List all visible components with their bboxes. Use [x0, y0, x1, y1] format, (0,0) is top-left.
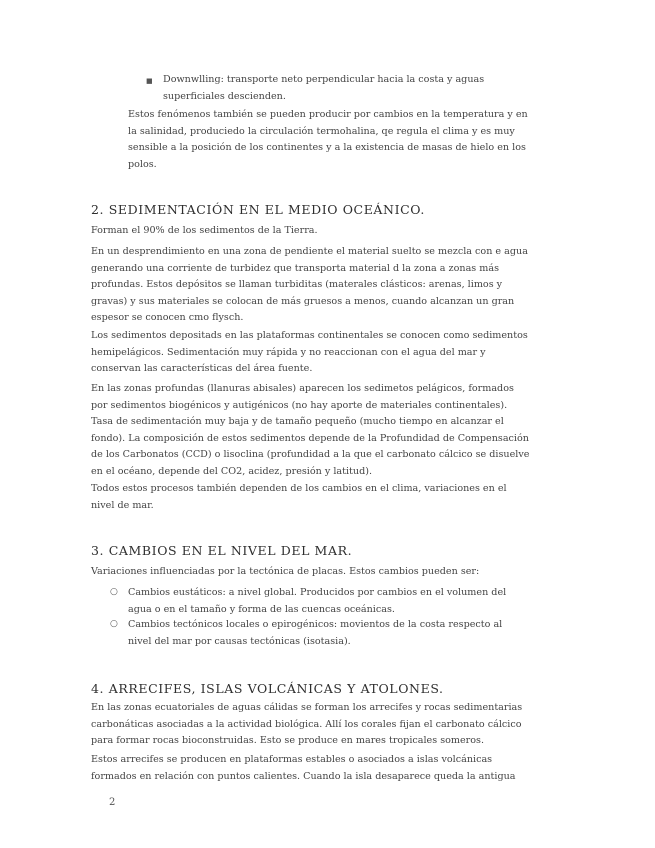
list-item-eustaticos: Cambios eustáticos: a nivel global. Producidos por cambios en el volumen del agua o en el tamaño y forma de las cuencas oceánicas. — [128, 587, 507, 615]
section-2-paragraph-4: En las zonas profundas (llanuras abisales) aparecen los sedimetos pelágicos, formados por sedimentos biogénicos y autigénicos (no hay aporte de materiales continentales). Tasa de sedimentación muy baja y de tamaño pequeño (mucho tiempo en alcanzar el fondo). La composición de estos sedimentos depende de la Profundidad de Compensación de los Carbonatos (CCD) o lisoclina (profundidad a la que el carbonato cálcico se disuelve en el océano, depende del CO2, acidez, presión y latitud). — [91, 383, 530, 477]
circle-bullet-icon: ○ — [110, 619, 118, 629]
section-2-paragraph-5: Todos estos procesos también dependen de los cambios en el clima, variaciones en el nivel de mar. — [91, 483, 507, 511]
section-2-heading: 2. SEDIMENTACIÓN EN EL MEDIO OCEÁNICO. — [91, 202, 425, 217]
section-2-paragraph-1: Forman el 90% de los sedimentos de la Tierra. — [91, 225, 318, 236]
page-number: 2 — [109, 797, 116, 808]
section-3-intro: Variaciones influenciadas por la tectónica de placas. Estos cambios pueden ser: — [91, 566, 480, 577]
circle-bullet-icon: ○ — [110, 587, 118, 597]
list-item-downwelling: Downwlling: transporte neto perpendicular hacia la costa y aguas superficiales descienden. — [163, 74, 485, 102]
section-4-heading: 4. ARRECIFES, ISLAS VOLCÁNICAS Y ATOLONES. — [91, 681, 444, 696]
section-3-heading: 3. CAMBIOS EN EL NIVEL DEL MAR. — [91, 543, 353, 558]
section-2-paragraph-3: Los sedimentos depositads en las plataformas continentales se conocen como sedimentos hemipelágicos. Sedimentación muy rápida y no reaccionan con el agua del mar y conservan las características del área fuente. — [91, 330, 528, 374]
paragraph-termohalina: Estos fenómenos también se pueden producir por cambios en la temperatura y en la salinidad, produciedo la circulación termohalina, qe regula el clima y es muy sensible a la posición de los continentes y a la existencia de masas de hielo en los polos. — [128, 109, 528, 170]
square-bullet-icon: ■ — [146, 77, 153, 85]
section-2-paragraph-2: En un desprendimiento en una zona de pendiente el material suelto se mezcla con e agua generando una corriente de turbidez que transporta material d la zona a zonas más profundas. Estos depósitos se llaman turbiditas (materales clásticos: arenas, limos y gravas) y sus materiales se colocan de más gruesos a menos, cuando alcanzan un gran espesor se conocen cmo flysch. — [91, 246, 528, 323]
section-4-paragraph-1: En las zonas ecuatoriales de aguas cálidas se forman los arrecifes y rocas sedimentarias carbonáticas asociadas a la actividad biológica. Allí los corales fijan el carbonato cálcico para formar rocas bioconstruidas. Esto se produce en mares tropicales someros. — [91, 702, 523, 746]
list-item-tectonicos: Cambios tectónicos locales o epirogénicos: movientos de la costa respecto al nivel del mar por causas tectónicas (isotasia). — [128, 619, 503, 647]
section-4-paragraph-2: Estos arrecifes se producen en plataformas estables o asociados a islas volcánicas formados en relación con puntos calientes. Cuando la isla desaparece queda la antigua — [91, 754, 516, 782]
